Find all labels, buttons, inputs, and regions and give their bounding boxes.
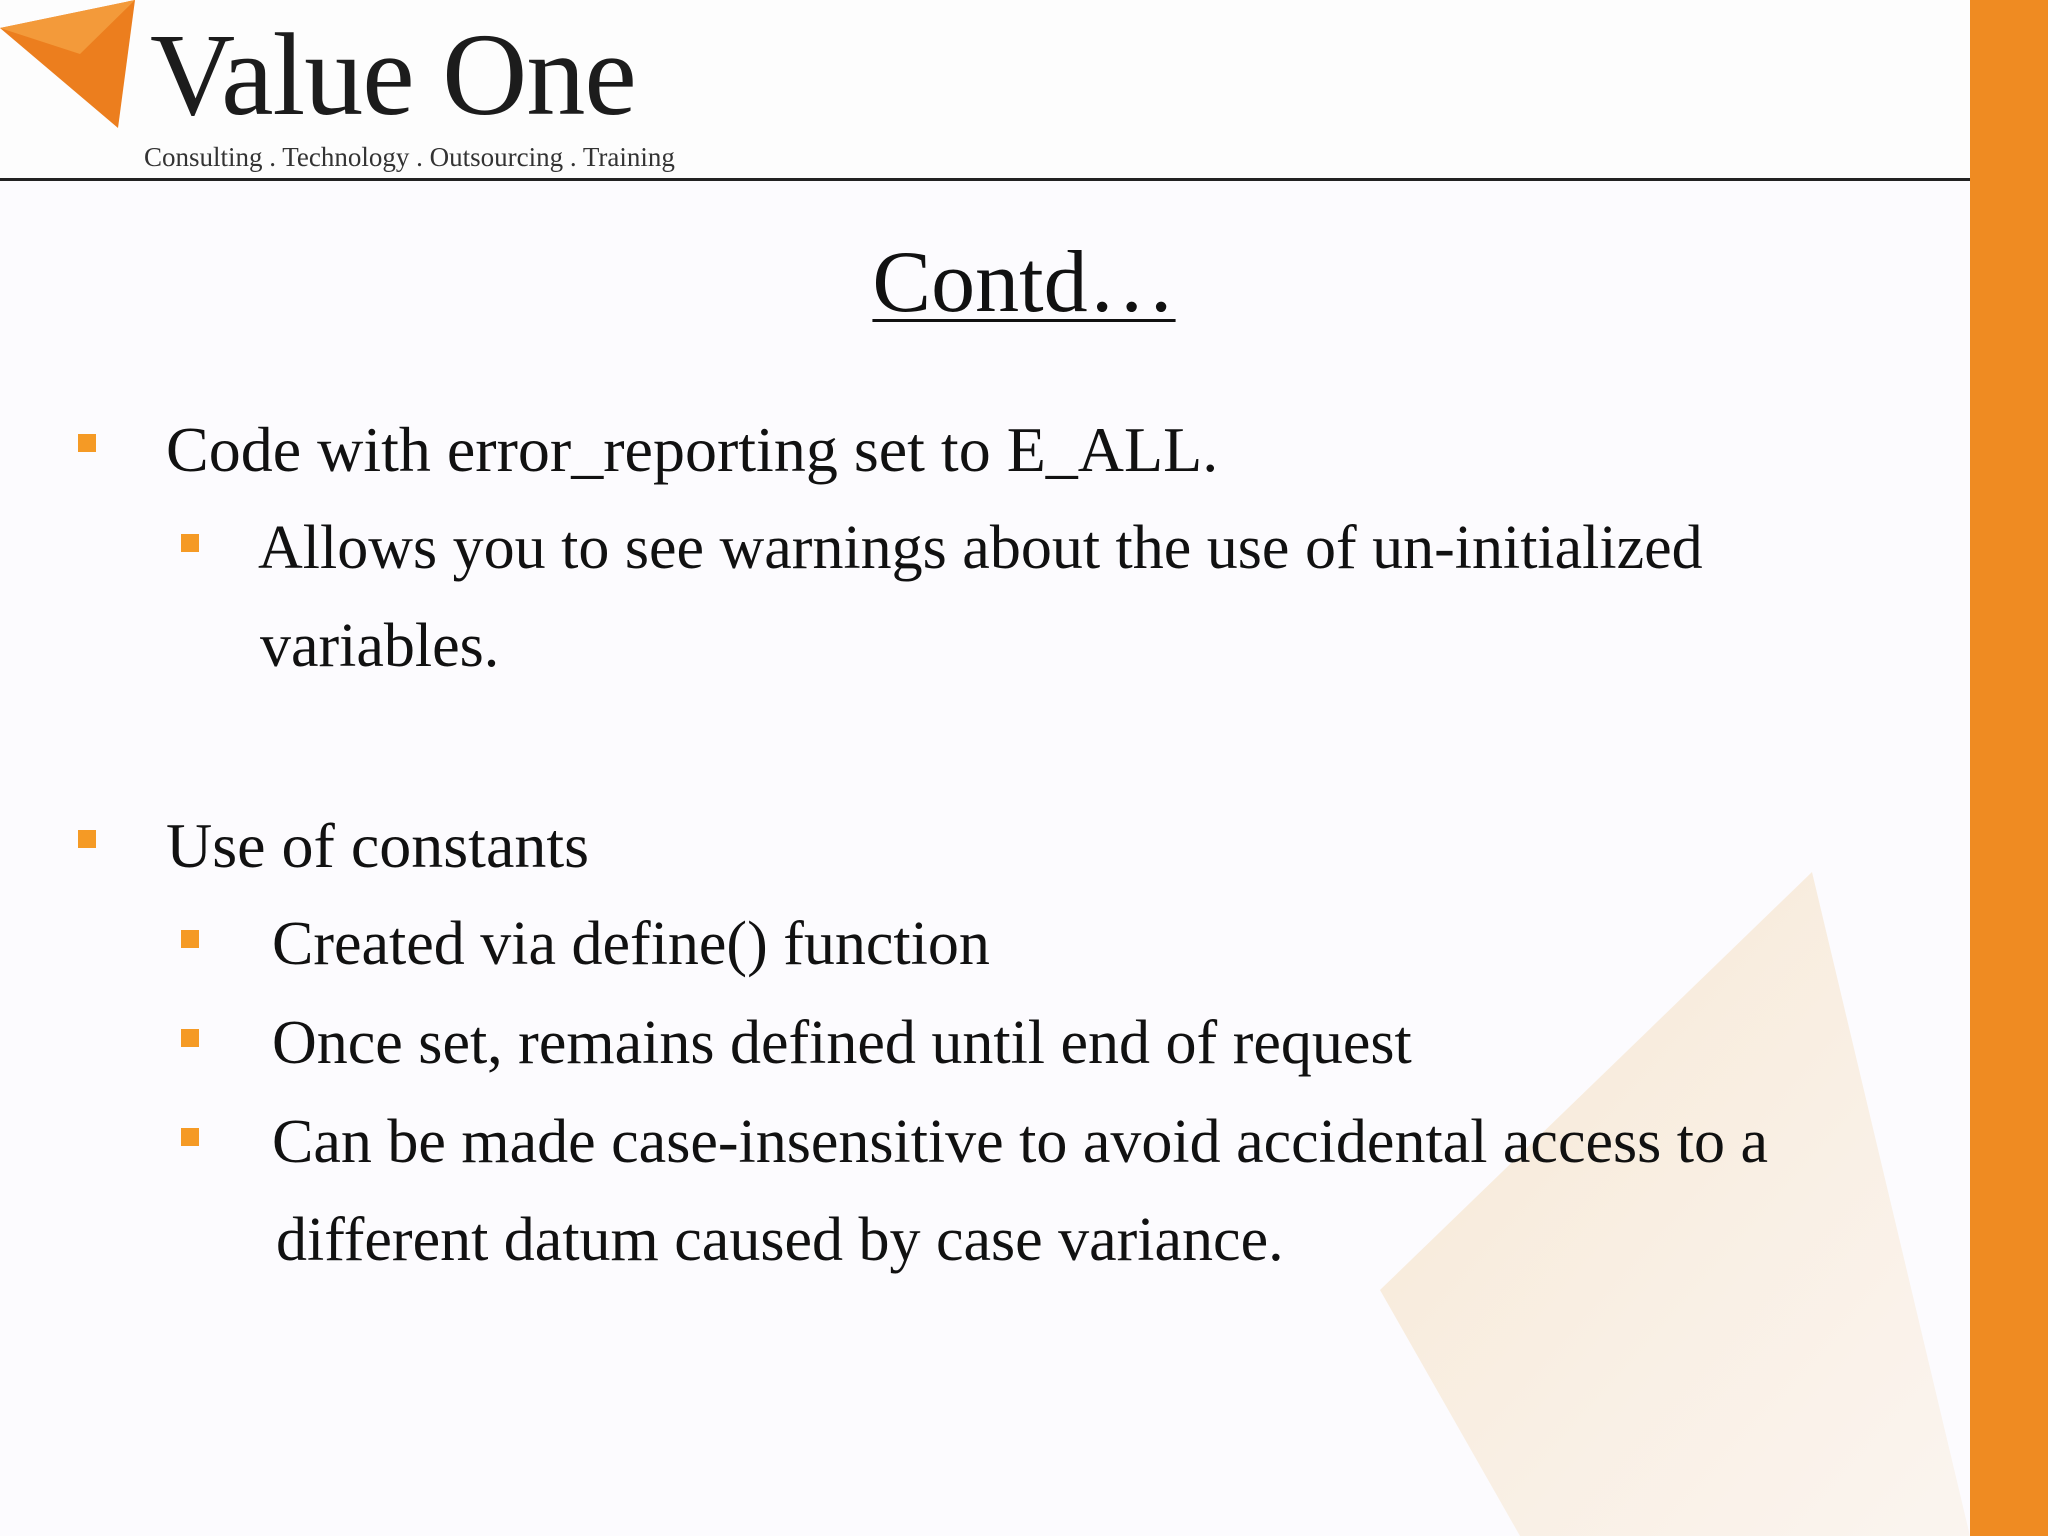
sub-bullet-item <box>0 1092 1970 1292</box>
sub-bullet-text: Once set, remains defined until end of request <box>272 1009 1412 1077</box>
bullet-item <box>0 796 1970 896</box>
sub-bullet-text-line: Can be made case-insensitive to avoid accidental access to a <box>272 1108 1768 1176</box>
bullet-marker-icon <box>181 930 199 948</box>
bullet-marker-icon <box>181 1029 199 1047</box>
bullet-marker-icon <box>78 434 96 452</box>
sub-bullet-item <box>0 993 1970 1093</box>
bullet-text: Use of constants <box>166 810 590 881</box>
sub-bullet-text: Created via define() function <box>272 910 990 978</box>
logo-name: Value One <box>150 9 636 140</box>
sub-bullet-item <box>0 498 1970 698</box>
bullet-marker-icon <box>78 830 96 848</box>
sub-bullet-text-line: variables. <box>260 612 500 680</box>
slide-title: Contd… <box>872 234 1176 331</box>
bullet-text: Code with error_reporting set to E_ALL. <box>166 414 1219 485</box>
sub-bullet-text-line: Allows you to see warnings about the use of un-initialized <box>258 514 1703 582</box>
sub-bullet-text-line: different datum caused by case variance. <box>276 1206 1284 1274</box>
bullet-marker-icon <box>181 1128 199 1146</box>
logo-tagline: Consulting . Technology . Outsourcing . Training <box>144 142 675 172</box>
bullet-marker-icon <box>181 534 199 552</box>
sub-bullet-item <box>0 894 1970 994</box>
bullet-item <box>0 400 1970 500</box>
